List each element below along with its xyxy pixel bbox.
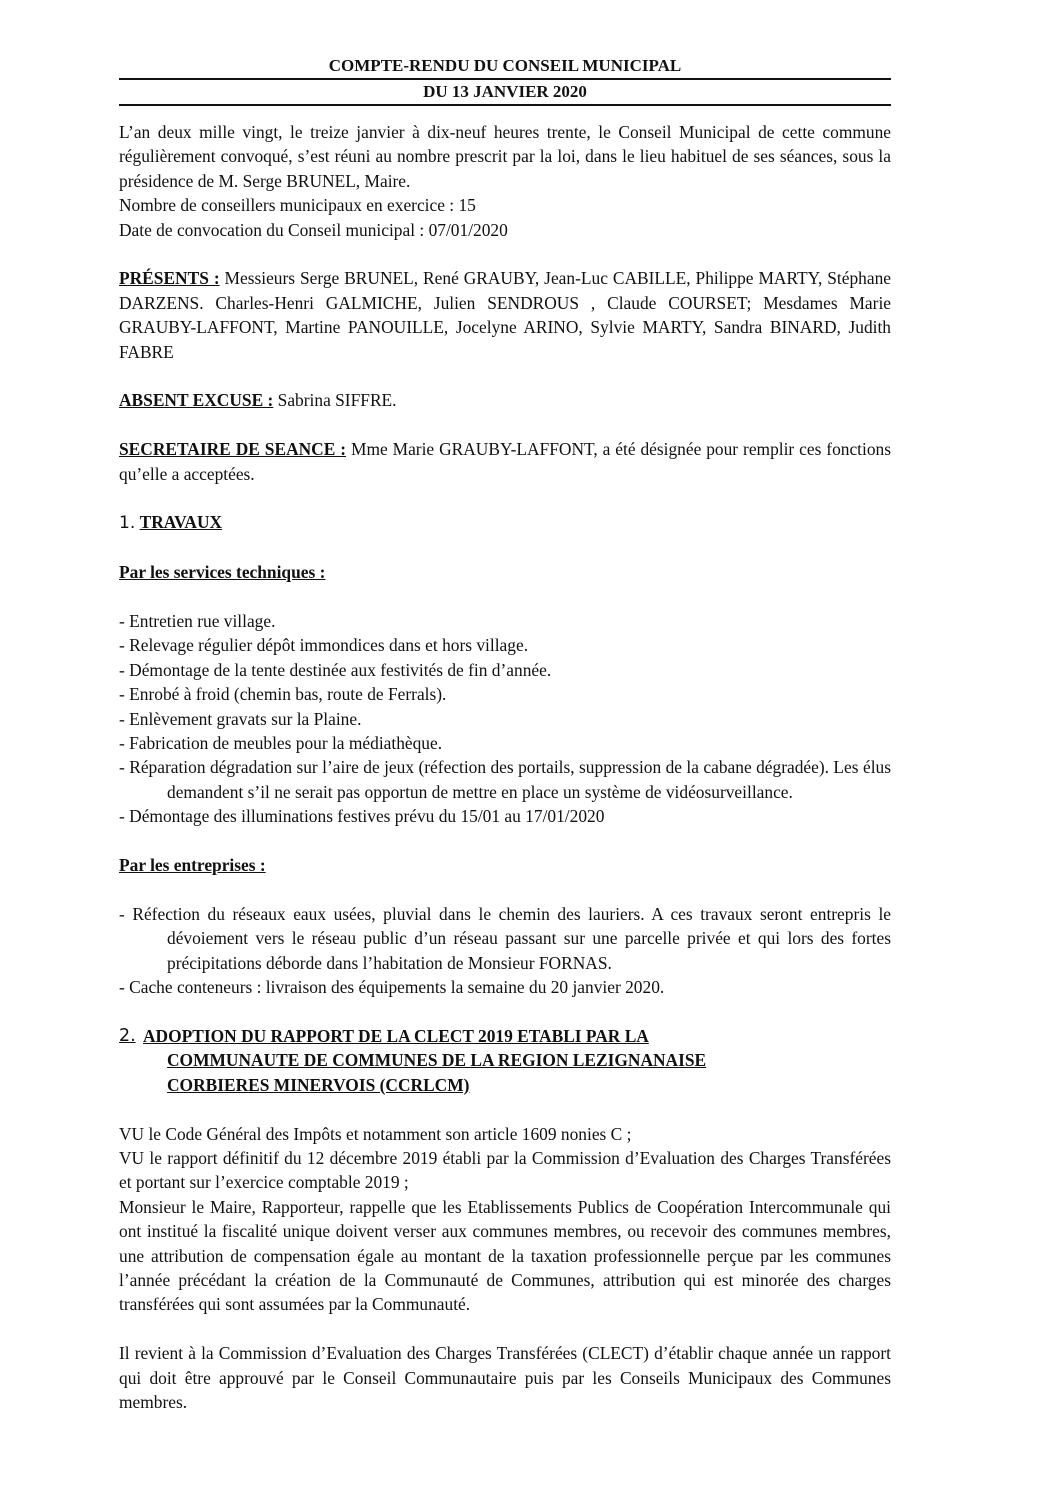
title-line-2: DU 13 JANVIER 2020 xyxy=(119,80,891,106)
list-item: - Relevage régulier dépôt immondices dans et hors village. xyxy=(119,635,529,656)
services-list xyxy=(119,609,891,829)
section2-title-line-1: ADOPTION DU RAPPORT DE LA CLECT 2019 ETABLI PAR LA xyxy=(143,1025,649,1046)
section2-number: 2. xyxy=(119,1025,136,1046)
section1-heading xyxy=(119,510,891,535)
intro-paragraph: L’an deux mille vingt, le treize janvier à dix-neuf heures trente, le Conseil Municipal de cette commune régulièrement convoqué, s’est réuni au nombre prescrit par la loi, dans le lieu habituel de ses séances, sous la présidence de M. Serge BRUNEL, Maire. xyxy=(119,122,891,191)
list-item: - Réfection du réseaux eaux usées, pluvial dans le chemin des lauriers. A ces travaux seront entrepris le dévoiement vers le réseau public d’un réseau passant sur une parcelle privée et qui lors des fortes précipitations déborde dans l’habitation de Monsieur FORNAS. xyxy=(119,903,891,973)
list-item: - Réparation dégradation sur l’aire de jeux (réfection des portails, suppression de la cabane dégradée). Les élus demandent s’il ne serait pas opportun de mettre en place un système de vidéosurveillance. xyxy=(119,757,891,802)
absent-text: Sabrina SIFFRE. xyxy=(273,390,397,411)
presents-label: PRÉSENTS : xyxy=(119,268,220,289)
list-item: - Cache conteneurs : livraison des équipements la semaine du 20 janvier 2020. xyxy=(119,977,665,998)
conseillers-count: Nombre de conseillers municipaux en exercice : 15 xyxy=(119,195,476,216)
secretaire-text: Mme Marie GRAUBY-LAFFONT, a été désignée pour remplir ces fonctions qu’elle a acceptées. xyxy=(119,439,891,484)
section1-number: 1. xyxy=(119,513,136,534)
list-item: - Enlèvement gravats sur la Plaine. xyxy=(119,708,362,729)
title-line-1: COMPTE-RENDU DU CONSEIL MUNICIPAL xyxy=(119,54,891,80)
section2-heading xyxy=(119,1024,891,1097)
absent-paragraph xyxy=(119,388,891,412)
document-title xyxy=(119,54,891,106)
secretaire-label: SECRETAIRE DE SEANCE : xyxy=(119,439,347,460)
vu-rapport: VU le rapport définitif du 12 décembre 2019 établi par la Commission d’Evaluation des Charges Transférées et portant sur l’exercice comptable 2019 ; xyxy=(119,1147,891,1193)
presents-paragraph xyxy=(119,266,891,364)
section2-title-line-2: COMMUNAUTE DE COMMUNES DE LA REGION LEZIGNANAISE xyxy=(167,1050,707,1071)
presents-text: Messieurs Serge BRUNEL, René GRAUBY, Jean-Luc CABILLE, Philippe MARTY, Stéphane DARZENS. Charles-Henri GALMICHE, Julien SENDROUS , Claude COURSET; Mesdames Marie GRAUBY-LAFFONT, Martine PANOUILLE, Jocelyne ARINO, Sylvie MARTY, Sandra BINARD, Judith FABRE xyxy=(119,268,891,362)
section2-title-line-3: CORBIERES MINERVOIS (CCRLCM) xyxy=(167,1074,470,1095)
convocation-date: Date de convocation du Conseil municipal : 07/01/2020 xyxy=(119,219,508,240)
section1-title: TRAVAUX xyxy=(139,512,223,533)
entreprises-list xyxy=(119,902,891,1000)
list-item: - Démontage de la tente destinée aux festivités de fin d’année. xyxy=(119,659,552,680)
vu-code-general: VU le Code Général des Impôts et notamment son article 1609 nonies C ; xyxy=(119,1123,632,1144)
maire-rappel-paragraph: Monsieur le Maire, Rapporteur, rappelle que les Etablissements Publics de Coopération Intercommunale qui ont institué la fiscalité unique doivent verser aux communes membres, ou recevoir des communes membres, une attribution de compensation égale au montant de la taxation professionnelle perçue par les communes l’année précédant la création de la Communauté de Communes, attribution qui est minorée des charges transférées qui sont assumées par la Communauté. xyxy=(119,1196,891,1315)
services-heading: Par les services techniques : xyxy=(119,562,326,583)
list-item: - Entretien rue village. xyxy=(119,611,276,632)
list-item: - Démontage des illuminations festives prévu du 15/01 au 17/01/2020 xyxy=(119,806,605,827)
list-item: - Enrobé à froid (chemin bas, route de Ferrals). xyxy=(119,684,447,705)
list-item: - Fabrication de meubles pour la médiathèque. xyxy=(119,733,443,754)
absent-label: ABSENT EXCUSE : xyxy=(119,390,274,411)
entreprises-heading: Par les entreprises : xyxy=(119,855,266,876)
document-body xyxy=(119,54,891,1414)
secretaire-paragraph xyxy=(119,437,891,486)
clect-paragraph: Il revient à la Commission d’Evaluation des Charges Transférées (CLECT) d’établir chaque année un rapport qui doit être approuvé par le Conseil Communautaire puis par les Conseils Municipaux des Communes membres. xyxy=(119,1343,891,1412)
